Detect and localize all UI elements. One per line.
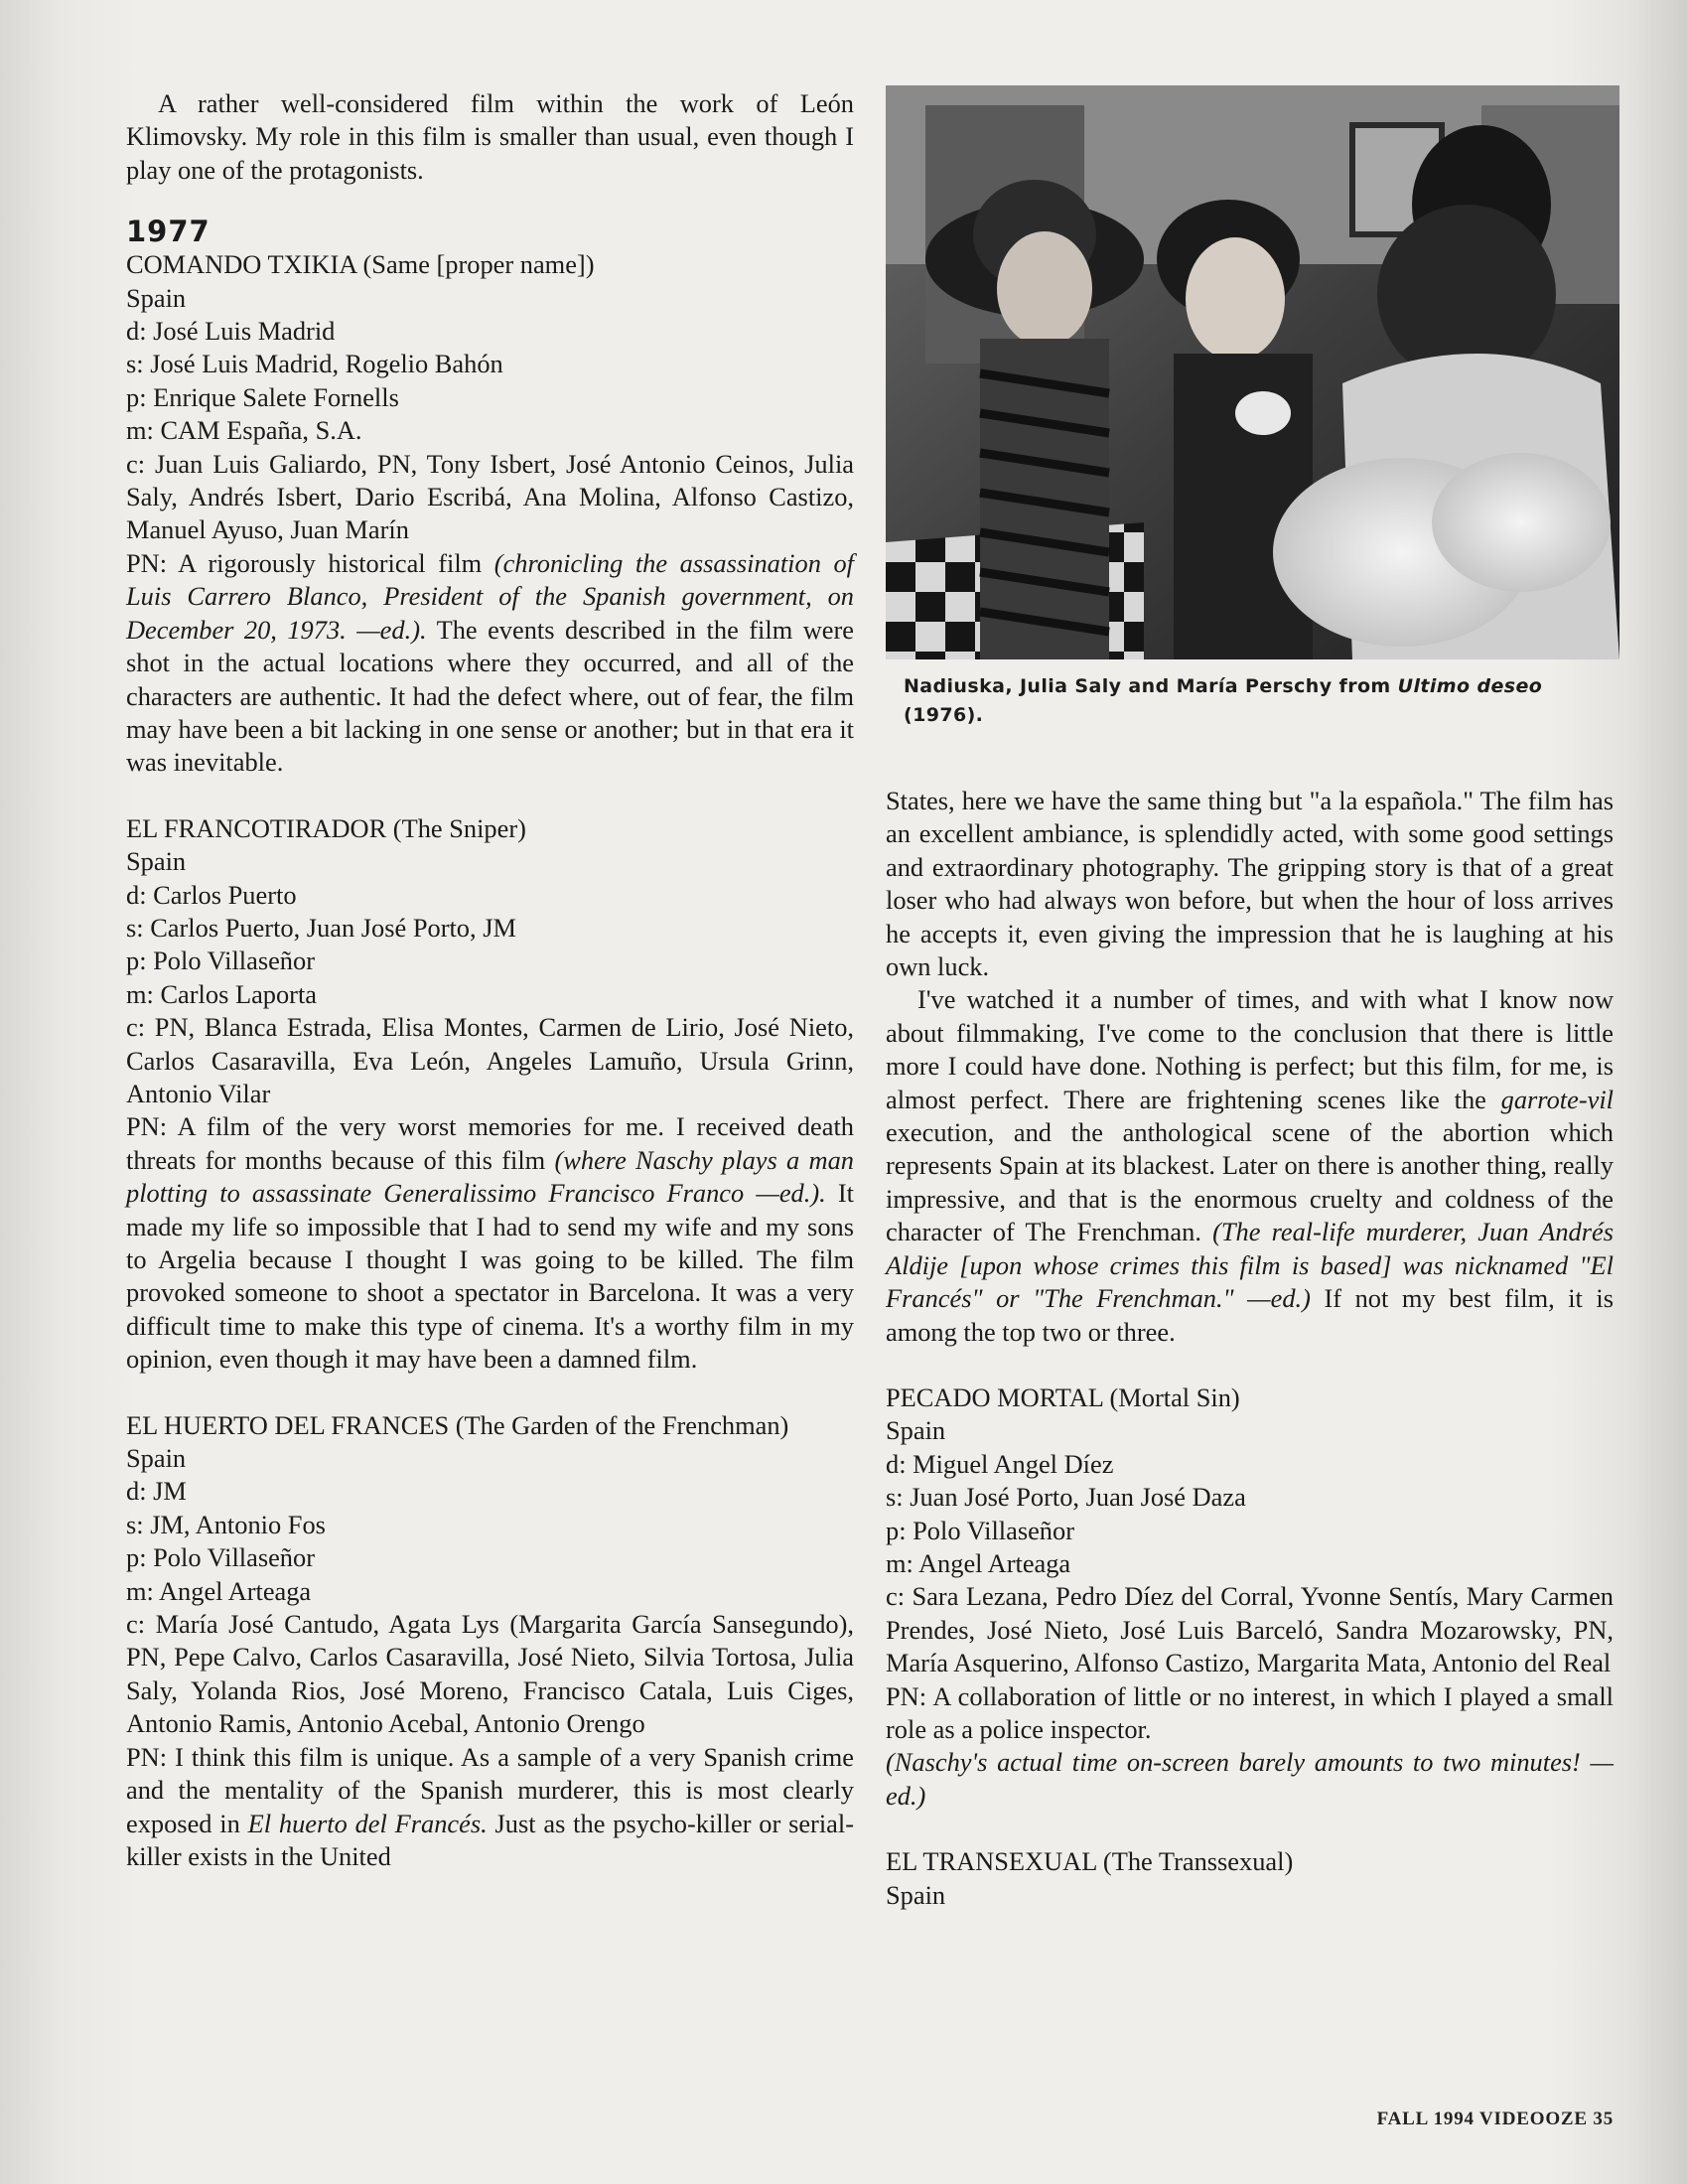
entry-transexual-title: EL TRANSEXUAL (The Transsexual): [886, 1846, 1294, 1877]
entry-franco-music: m: Carlos Laporta: [126, 978, 318, 1009]
italic-term: garrote-vil: [1500, 1084, 1614, 1114]
caption-film-title: Ultimo deseo: [1397, 675, 1543, 697]
left-column: [126, 87, 854, 1873]
entry-franco-title: EL FRANCOTIRADOR (The Sniper): [126, 812, 526, 843]
entry-pecado-comment: PN: A collaboration of little or no interest, in which I played a small role as a police inspector.: [886, 1680, 1614, 1744]
comment-text: execution, and the anthological scene of the abortion which represents Spain at its blackest. Later on there is another thing, really impressive, and that is the enormous cruelty and coldness of the character of The Frenchman.: [886, 1117, 1614, 1247]
comment-text: PN: I think this film is unique. As a sample of a very Spanish crime and the mentality of the Spanish murderer, this is most clearly exposed in: [126, 1741, 854, 1838]
entry-comando-comment: [126, 547, 854, 780]
entry-huerto-country: Spain: [126, 1443, 187, 1474]
photo-caption: [904, 672, 1614, 730]
entry-huerto-music: m: Angel Arteaga: [126, 1575, 312, 1606]
entry-pecado-director: d: Miguel Angel Díez: [886, 1448, 1114, 1479]
caption-text: Nadiuska, Julia Saly and María Perschy from: [904, 675, 1398, 697]
entry-comando-music: m: CAM España, S.A.: [126, 415, 362, 446]
entry-huerto-director: d: JM: [126, 1476, 187, 1507]
entry-franco-comment: [126, 1110, 854, 1376]
entry-huerto-comment-continued: States, here we have the same thing but "a la española." The film has an excellent ambiance, is splendidly acted, with some good settings and extraordinary photography. The gripping story is that of a great loser who had always won before, but when the hour of loss arrives he accepts it, even giving the impression that he is laughing at his own luck.: [886, 786, 1614, 982]
comment-text: If not my best film, it is among the top two or three.: [886, 1283, 1615, 1347]
entry-comando-director: d: José Luis Madrid: [126, 316, 336, 347]
editor-note: (chronicling the assassination of Luis Carrero Blanco, President of the Spanish government, on December 20, 1973. —ed.).: [126, 547, 855, 645]
entry-franco-country: Spain: [126, 846, 187, 877]
entry-comando-country: Spain: [126, 282, 187, 313]
comment-text: It made my life so impossible that I had to send my wife and my sons to Argelia because I thought I was going to be killed. The film provoked someone to shoot a spectator in Barcelona. It was a very difficult time to make this type of cinema. It's a worthy film in my opinion, even though it may have been a damned film.: [126, 1178, 854, 1375]
caption-year: (1976).: [904, 704, 984, 726]
entry-franco-director: d: Carlos Puerto: [126, 879, 297, 910]
entry-pecado-producer: p: Polo Villaseñor: [886, 1515, 1074, 1545]
editor-note: (where Naschy plays a man plotting to assassinate Generalissimo Francisco Franco —ed.).: [126, 1144, 854, 1209]
comment-text: PN: A film of the very worst memories for me. I received death threats for months because of this film: [126, 1111, 854, 1175]
film-title-italic: El huerto del Francés.: [247, 1808, 488, 1838]
comment-text: I've watched it a number of times, and with what I know now about filmmaking, I've come to the conclusion that there is little more I could have done. Nothing is perfect; but this film, for me, is almost perfect. There are frightening scenes like the: [886, 984, 1614, 1114]
entry-pecado-title: PECADO MORTAL (Mortal Sin): [886, 1382, 1240, 1412]
entry-huerto-title: EL HUERTO DEL FRANCES (The Garden of the Frenchman): [126, 1409, 789, 1440]
entry-comando-producer: p: Enrique Salete Fornells: [126, 381, 399, 412]
year-heading-1977: 1977: [126, 215, 211, 249]
entry-huerto-comment: [126, 1741, 854, 1874]
comment-text: Just as the psycho-killer or serial-killer exists in the United: [126, 1808, 855, 1871]
entry-franco-producer: p: Polo Villaseñor: [126, 946, 315, 976]
comment-text: The events described in the film were shot in the actual locations where they occurred, and all of the characters are authentic. It had the defect where, out of fear, the film may have been a bit lacking in one sense or another; but in that era it was inevitable.: [126, 614, 854, 778]
entry-pecado-music: m: Angel Arteaga: [886, 1547, 1071, 1578]
entry-franco-script: s: Carlos Puerto, Juan José Porto, JM: [126, 912, 516, 943]
entry-transexual-country: Spain: [886, 1879, 946, 1910]
intro-paragraph: A rather well-considered film within the work of León Klimovsky. My role in this film is smaller than usual, even though I play one of the protagonists.: [126, 88, 854, 185]
entry-pecado-editor-note: (Naschy's actual time on-screen barely amounts to two minutes! —ed.): [886, 1747, 1614, 1811]
entry-franco-cast: c: PN, Blanca Estrada, Elisa Montes, Carmen de Lirio, José Nieto, Carlos Casaravilla, Eva León, Angeles Lamuño, Ursula Grinn, Antonio Vilar: [126, 1012, 854, 1108]
entry-huerto-script: s: JM, Antonio Fos: [126, 1509, 326, 1539]
entry-pecado-script: s: Juan José Porto, Juan José Daza: [886, 1482, 1246, 1513]
editor-note: (The real-life murderer, Juan Andrés Aldije [upon whose crimes this film is based] was nicknamed "El Francés" or "The Frenchman." —ed.): [886, 1217, 1615, 1314]
entry-comando-cast: c: Juan Luis Galiardo, PN, Tony Isbert, José Antonio Ceinos, Julia Saly, Andrés Isbert, Dario Escribá, Ana Molina, Alfonso Castizo, Manuel Ayuso, Juan Marín: [126, 448, 854, 545]
film-still-photo: [886, 85, 1619, 659]
entry-pecado-country: Spain: [886, 1415, 946, 1446]
right-column: [886, 785, 1614, 1912]
film-still-image: [886, 85, 1619, 659]
page-footer: FALL 1994 VIDEOOZE 35: [1376, 2109, 1614, 2129]
entry-huerto-comment-2: [886, 983, 1614, 1348]
entry-comando-script: s: José Luis Madrid, Rogelio Bahón: [126, 349, 503, 379]
entry-huerto-producer: p: Polo Villaseñor: [126, 1542, 315, 1573]
entry-huerto-cast: c: María José Cantudo, Agata Lys (Margarita García Sansegundo), PN, Pepe Calvo, Carlos Casaravilla, José Nieto, Silvia Tortosa, Julia Saly, Yolanda Rios, José Moreno, Francisco Catala, Luis Ciges, Antonio Ramis, Antonio Acebal, Antonio Orengo: [126, 1609, 854, 1739]
entry-comando-title: COMANDO TXIKIA (Same [proper name]): [126, 249, 595, 280]
entry-pecado-cast: c: Sara Lezana, Pedro Díez del Corral, Yvonne Sentís, Mary Carmen Prendes, José Nieto, José Luis Barceló, Sandra Mozarowsky, PN, María Asquerino, Alfonso Castizo, Margarita Mata, Antonio del Real: [886, 1581, 1614, 1678]
comment-text: PN: A rigorously historical film: [126, 547, 494, 578]
